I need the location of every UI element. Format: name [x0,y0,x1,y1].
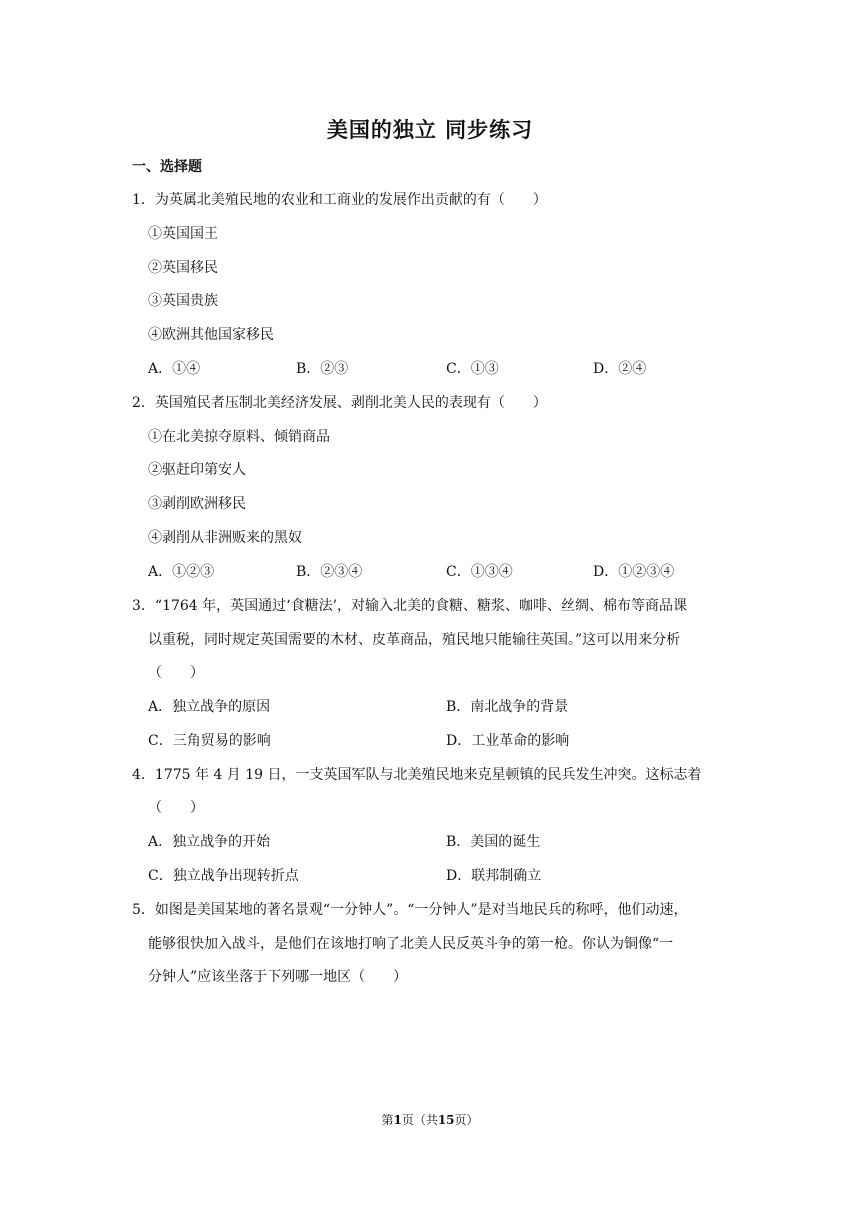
question-1-stem: 1．为英属北美殖民地的农业和工商业的发展作出贡献的有（ ） [132,192,547,208]
question-3-option-b: B．南北战争的背景 [446,699,569,715]
question-3-stem-line-2: 以重税，同时规定英国需要的木材、皮革商品，殖民地只能输往英国。”这可以用来分析 [148,632,681,648]
question-4-option-d: D．联邦制确立 [446,868,542,884]
question-1-option-d: D．②④ [593,361,647,377]
question-4-option-c: C．独立战争出现转折点 [148,868,299,884]
question-2-option-d: D．①②③④ [593,564,675,580]
question-4-option-b: B．美国的诞生 [446,834,541,850]
question-2-option-b: B．②③④ [296,564,363,580]
question-2-item-4: ④剥削从非洲贩来的黑奴 [148,530,302,546]
question-1-item-2: ②英国移民 [148,260,218,276]
question-1-option-b: B．②③ [296,361,349,377]
question-5-stem-line-2: 能够很快加入战斗，是他们在该地打响了北美人民反英斗争的第一枪。你认为铜像“一 [148,936,674,952]
question-1-option-a: A．①④ [148,361,201,377]
question-2-item-2: ②驱赶印第安人 [148,462,246,478]
question-1-item-4: ④欧洲其他国家移民 [148,327,274,343]
question-4-stem-line-2: （ ） [148,800,204,816]
question-2-item-1: ①在北美掠夺原料、倾销商品 [148,429,330,445]
question-3-stem-line-3: （ ） [148,665,204,681]
question-1-item-1: ①英国国王 [148,226,218,242]
page-footer [0,1111,860,1128]
question-3-stem-line-1: 3．“1764 年，英国通过‘食糖法’，对输入北美的食糖、糖浆、咖啡、丝绸、棉布等商品课 [132,598,688,614]
section-heading: 一、选择题 [132,159,202,175]
footer-page-number: 1 [393,1113,402,1127]
question-5-stem-line-1: 5．如图是美国某地的著名景观“一分钟人”。“一分钟人”是对当地民兵的称呼，他们动速， [132,902,688,918]
question-4-stem-line-1: 4．1775 年 4 月 19 日，一支英国军队与北美殖民地来克星顿镇的民兵发生冲突。这标志着 [132,767,702,783]
question-3-option-d: D．工业革命的影响 [446,733,570,749]
question-3-option-c: C．三角贸易的影响 [148,733,271,749]
question-2-stem: 2．英国殖民者压制北美经济发展、剥削北美人民的表现有（ ） [132,395,547,411]
question-1-item-3: ③英国贵族 [148,293,218,309]
question-2-option-c: C．①③④ [446,564,513,580]
question-2-option-a: A．①②③ [148,564,215,580]
footer-mid: 页（共 [401,1113,438,1127]
question-1-option-c: C．①③ [446,361,499,377]
footer-total-pages: 15 [437,1113,455,1127]
footer-suffix: 页） [454,1113,479,1127]
page-title: 美国的独立 同步练习 [326,118,534,142]
question-2-item-3: ③剥削欧洲移民 [148,496,246,512]
question-4-option-a: A．独立战争的开始 [148,834,271,850]
question-5-stem-line-3: 分钟人”应该坐落于下列哪一地区（ ） [148,969,408,985]
footer-prefix: 第 [381,1113,394,1127]
question-3-option-a: A．独立战争的原因 [148,699,271,715]
